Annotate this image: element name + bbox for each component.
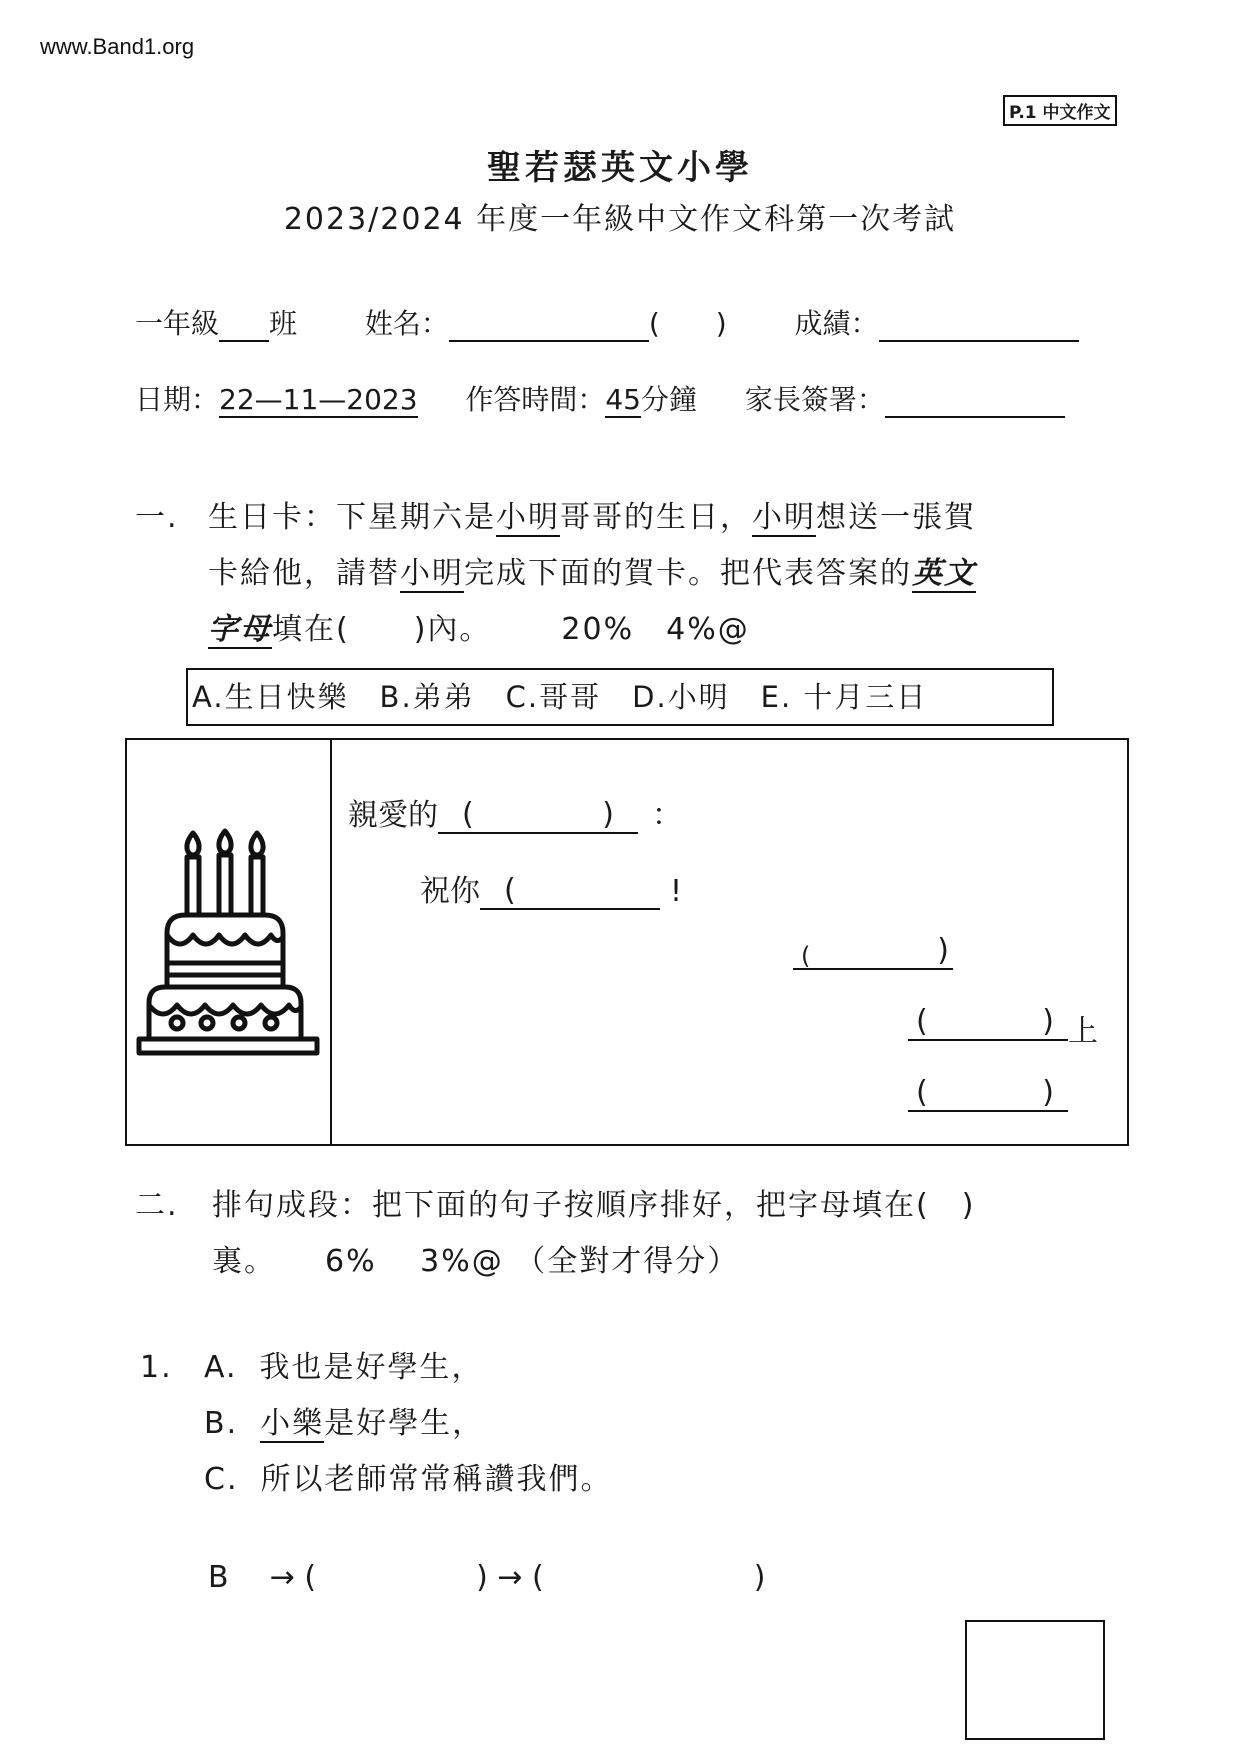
paper-tag: P.1 中文作文	[1003, 95, 1117, 126]
sentence-b-label: B.	[204, 1406, 239, 1441]
order-answer-row	[208, 1560, 765, 1595]
q1-number: 一.	[135, 500, 179, 535]
card-colon: ：	[652, 798, 682, 833]
sentence-b-name: 小樂	[260, 1406, 325, 1441]
sentence-a-label: A.	[204, 1350, 238, 1385]
grade-label: 一年級	[135, 307, 220, 340]
q1-text: 生日卡：下星期六是	[208, 500, 496, 535]
q1-text: 填在( )內。	[272, 612, 492, 647]
name-blank[interactable]	[449, 310, 649, 342]
q1-line-1	[208, 490, 976, 546]
card-shang-label: 上	[1068, 1014, 1098, 1049]
sign-label: 家長簽署：	[744, 383, 885, 416]
name-label: 姓名：	[364, 307, 449, 340]
card-wish-blank[interactable]: (	[480, 878, 660, 910]
q2-line-1: 排句成段：把下面的句子按順序排好，把字母填在( )	[212, 1188, 976, 1223]
sentence-c-text: 所以老師常常稱讚我們。	[260, 1462, 613, 1497]
score-label: 成績：	[794, 307, 879, 340]
sentence-b-text: 是好學生，	[324, 1406, 485, 1441]
q1-text: 卡給他，請替	[208, 556, 400, 591]
order-paren-open: (	[304, 1560, 317, 1595]
card-exclamation: !	[670, 874, 683, 909]
arrow-icon: →	[269, 1560, 295, 1595]
card-wish	[420, 866, 682, 910]
card-greeting	[348, 790, 682, 834]
sign-blank[interactable]	[885, 386, 1065, 418]
answer-options-box: A.生日快樂 B.弟弟 C.哥哥 D.小明 E. 十月三日	[186, 668, 1054, 726]
arrow-icon: →	[497, 1560, 523, 1595]
q1-emphasis-english: 英文	[912, 556, 976, 591]
order-paren-close: )	[476, 1560, 488, 1595]
sentence-b	[204, 1396, 484, 1452]
exam-title: 2023/2024 年度一年級中文作文科第一次考試	[283, 202, 957, 237]
card-signature-blank[interactable]: ( )	[793, 936, 953, 978]
score-box[interactable]	[965, 1620, 1105, 1740]
q1-emphasis-letter: 字母	[208, 612, 272, 647]
time-unit: 分鐘	[641, 383, 698, 416]
q1-text: 完成下面的賀卡。把代表答案的	[464, 556, 912, 591]
time-label: 作答時間：	[465, 383, 606, 416]
q1-name-xiaoming: 小明	[752, 500, 816, 535]
date-value: 22—11—2023	[219, 383, 418, 416]
info-row-1	[135, 302, 1079, 342]
q1-name-xiaoming: 小明	[496, 500, 560, 535]
info-row-2	[135, 378, 1065, 418]
q2-line-2: 裏。 6% 3%@ （全對才得分）	[212, 1244, 740, 1279]
q1-marks: 20% 4%@	[561, 612, 750, 647]
site-watermark: www.Band1.org	[40, 34, 195, 59]
card-sender-blank[interactable]: ( ) 上	[908, 1006, 1098, 1050]
card-date-blank[interactable]: ( )	[908, 1078, 1068, 1120]
sentence-c-label: C.	[204, 1462, 239, 1497]
q1-text: 哥哥的生日，	[560, 500, 752, 535]
order-paren-open: (	[532, 1560, 544, 1595]
school-name: 聖若瑟英文小學	[487, 148, 753, 188]
date-label: 日期：	[135, 383, 220, 416]
time-value: 45	[605, 383, 641, 416]
class-number-paren: ( )	[648, 307, 727, 340]
q1-text: 想送一張賀	[816, 500, 976, 535]
q1-line-2	[208, 546, 976, 602]
card-recipient-blank[interactable]: ( )	[438, 802, 638, 834]
item-number: 1.	[140, 1350, 173, 1385]
birthday-cake-icon	[135, 825, 321, 1057]
score-blank[interactable]	[879, 310, 1079, 342]
class-blank[interactable]	[219, 310, 269, 342]
q1-name-xiaoming: 小明	[400, 556, 464, 591]
q1-line-3	[208, 602, 750, 658]
sentence-a	[204, 1340, 484, 1396]
order-paren-close: )	[753, 1560, 766, 1595]
card-divider	[330, 740, 332, 1144]
card-dear-label: 親愛的	[348, 798, 438, 833]
order-start: B	[208, 1560, 229, 1595]
sentence-a-text: 我也是好學生，	[259, 1350, 484, 1385]
card-wish-label: 祝你	[420, 874, 480, 909]
sentence-c	[204, 1452, 612, 1508]
class-label: 班	[269, 307, 298, 340]
q2-number: 二.	[135, 1188, 179, 1223]
